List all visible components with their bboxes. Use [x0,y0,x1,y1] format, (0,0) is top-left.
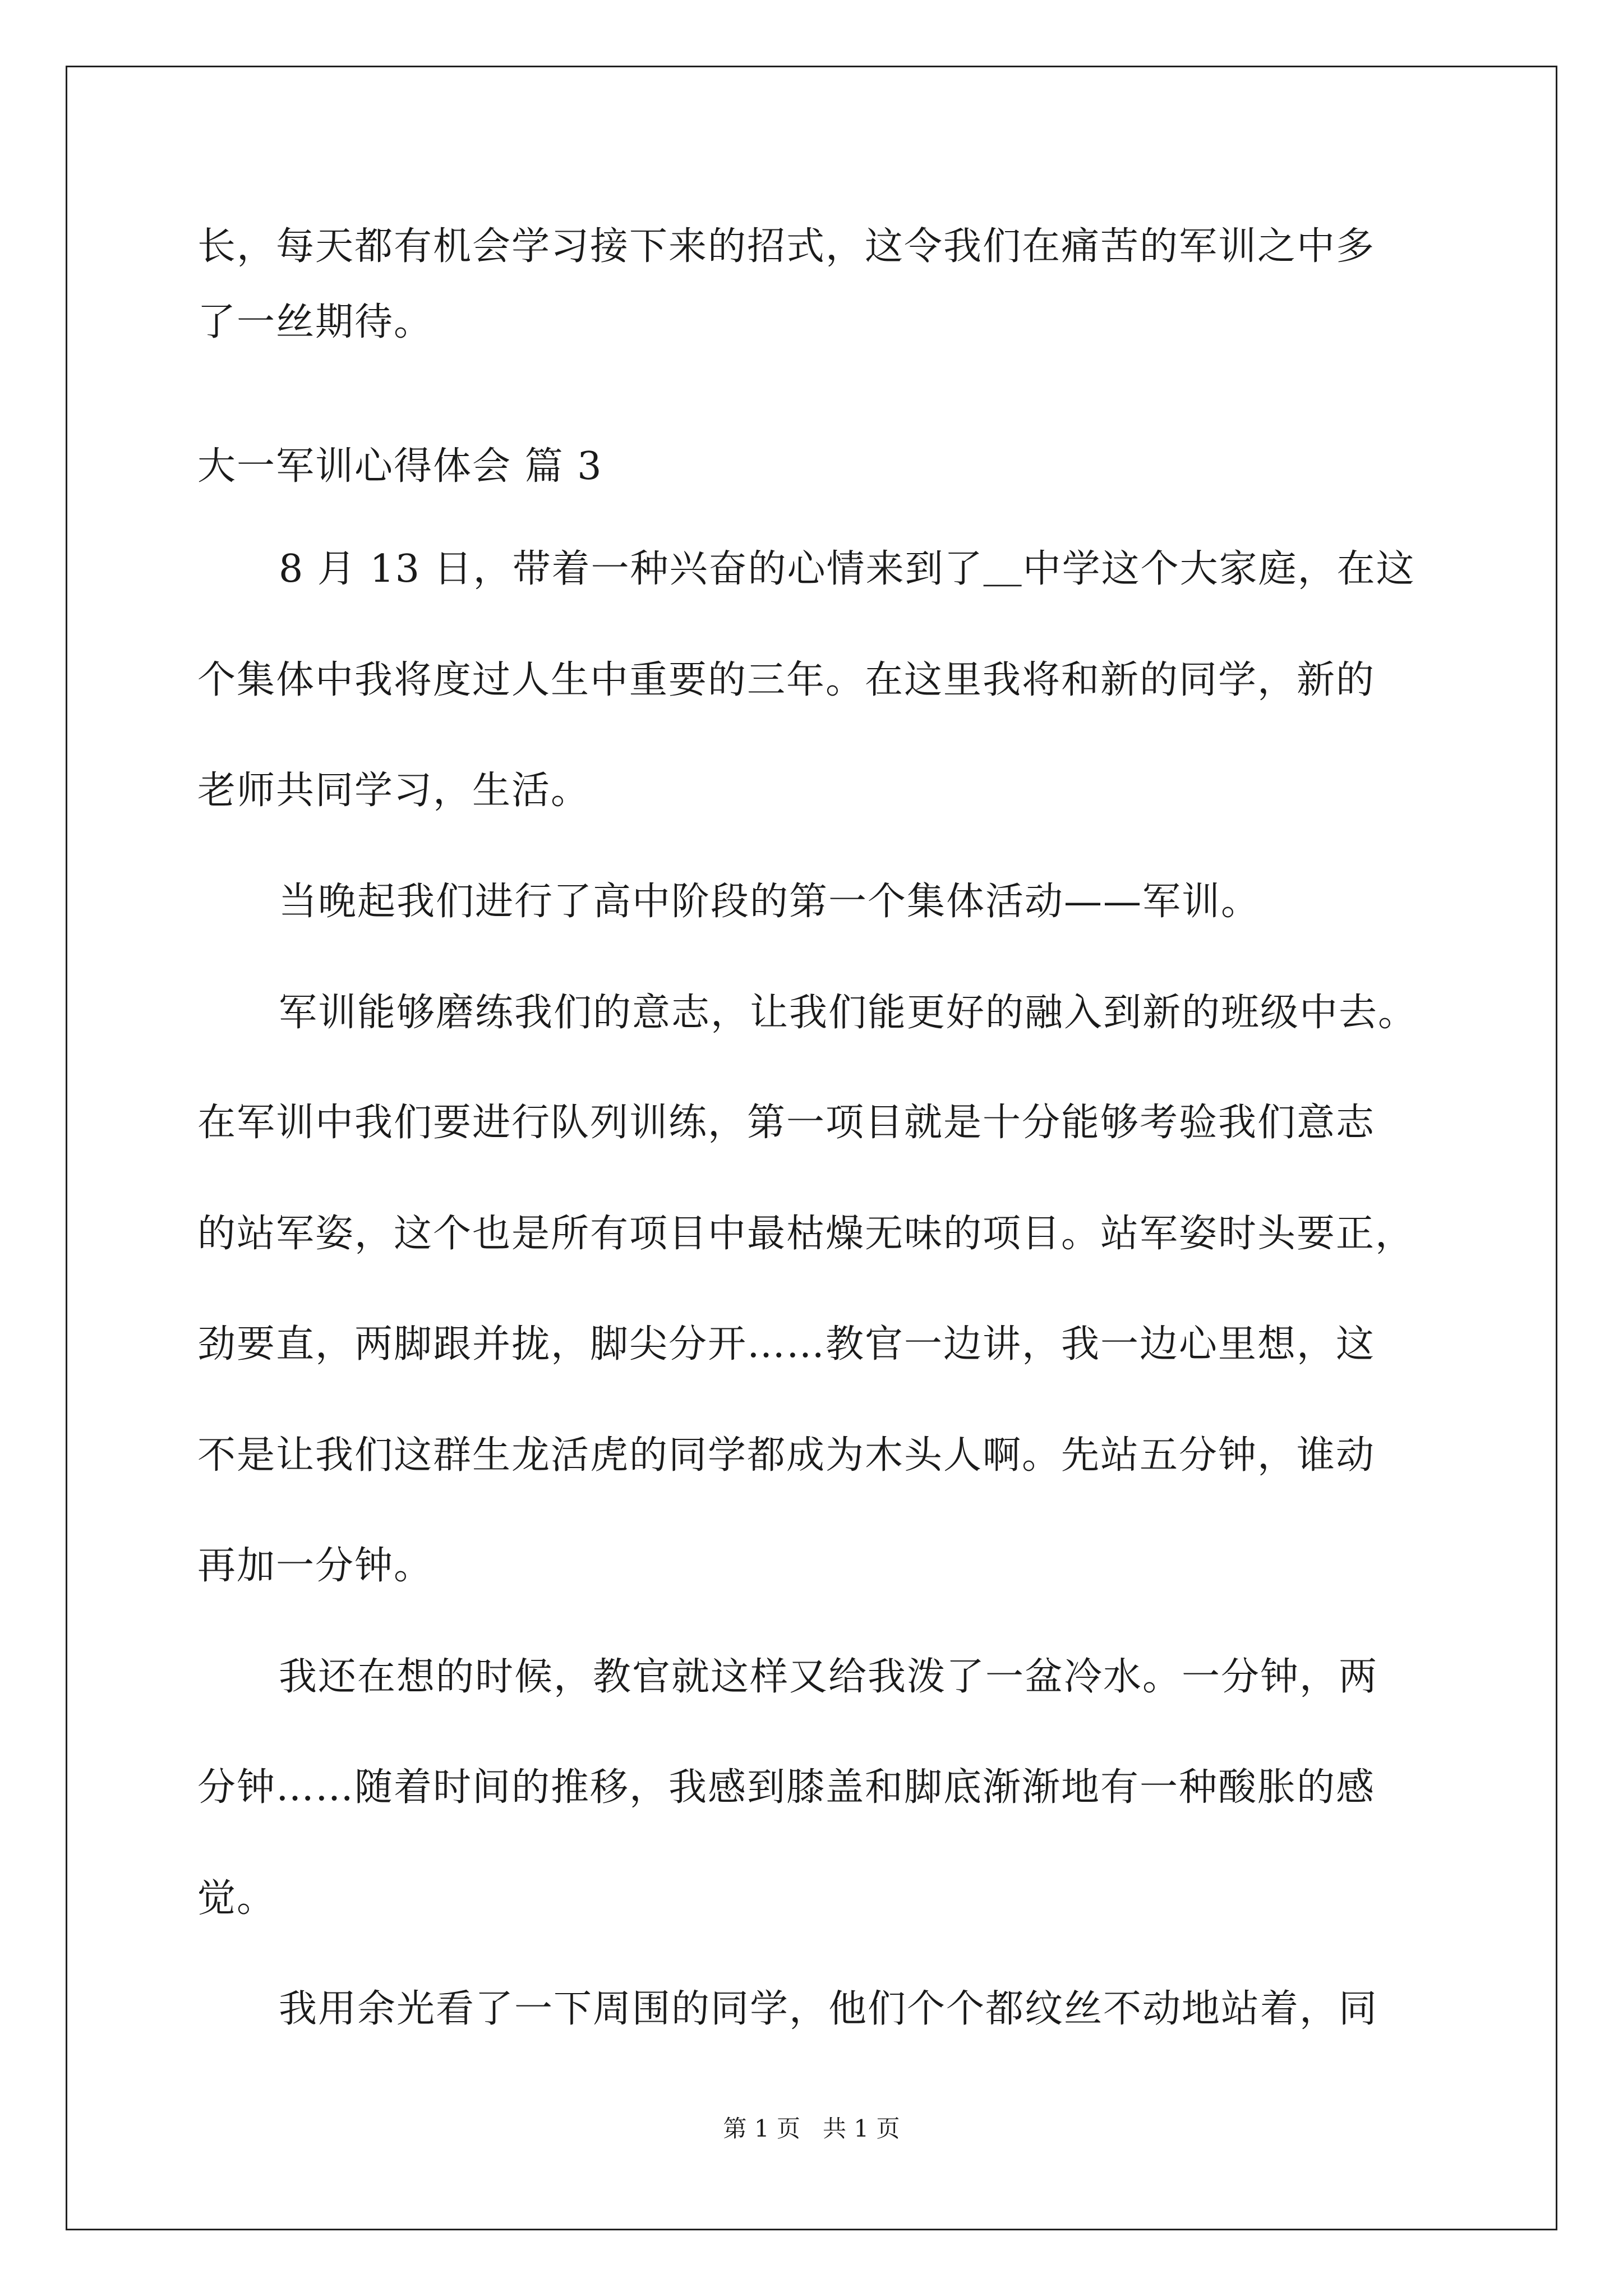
page-border [66,66,1557,2230]
paragraph-line: 在军训中我们要进行队列训练，第一项目就是十分能够考验我们意志 [197,1101,1376,1145]
paragraph-line: 不是让我们这群生龙活虎的同学都成为木头人啊。先站五分钟，谁动 [197,1433,1376,1478]
paragraph-line: 劲要直，两脚跟并拢，脚尖分开……教官一边讲，我一边心里想，这 [197,1322,1376,1366]
paragraph-line: 8 月 13 日，带着一种兴奋的心情来到了＿中学这个大家庭，在这 [279,547,1415,591]
paragraph-line: 个集体中我将度过人生中重要的三年。在这里我将和新的同学，新的 [197,658,1376,702]
paragraph-line: 的站军姿，这个也是所有项目中最枯燥无味的项目。站军姿时头要正， [197,1212,1415,1256]
paragraph-line: 觉。 [197,1876,276,1921]
page-footer: 第 1 页 共 1 页 [723,2115,900,2142]
paragraph-line: 我用余光看了一下周围的同学，他们个个都纹丝不动地站着，同 [279,1987,1378,2031]
paragraph-line: 再加一分钟。 [197,1544,434,1588]
paragraph-line: 了一丝期待。 [197,300,434,344]
paragraph-line: 分钟……随着时间的推移，我感到膝盖和脚底渐渐地有一种酸胀的感 [197,1765,1376,1810]
paragraph-line: 军训能够磨练我们的意志，让我们能更好的融入到新的班级中去。 [279,991,1418,1035]
section-heading: 大一军训心得体会 篇 3 [197,444,603,489]
paragraph-line: 老师共同学习，生活。 [197,769,591,813]
paragraph-line: 长，每天都有机会学习接下来的招式，这令我们在痛苦的军训之中多 [197,224,1376,269]
paragraph-line: 当晚起我们进行了高中阶段的第一个集体活动——军训。 [279,880,1261,924]
paragraph-line: 我还在想的时候，教官就这样又给我泼了一盆冷水。一分钟，两 [279,1655,1378,1699]
